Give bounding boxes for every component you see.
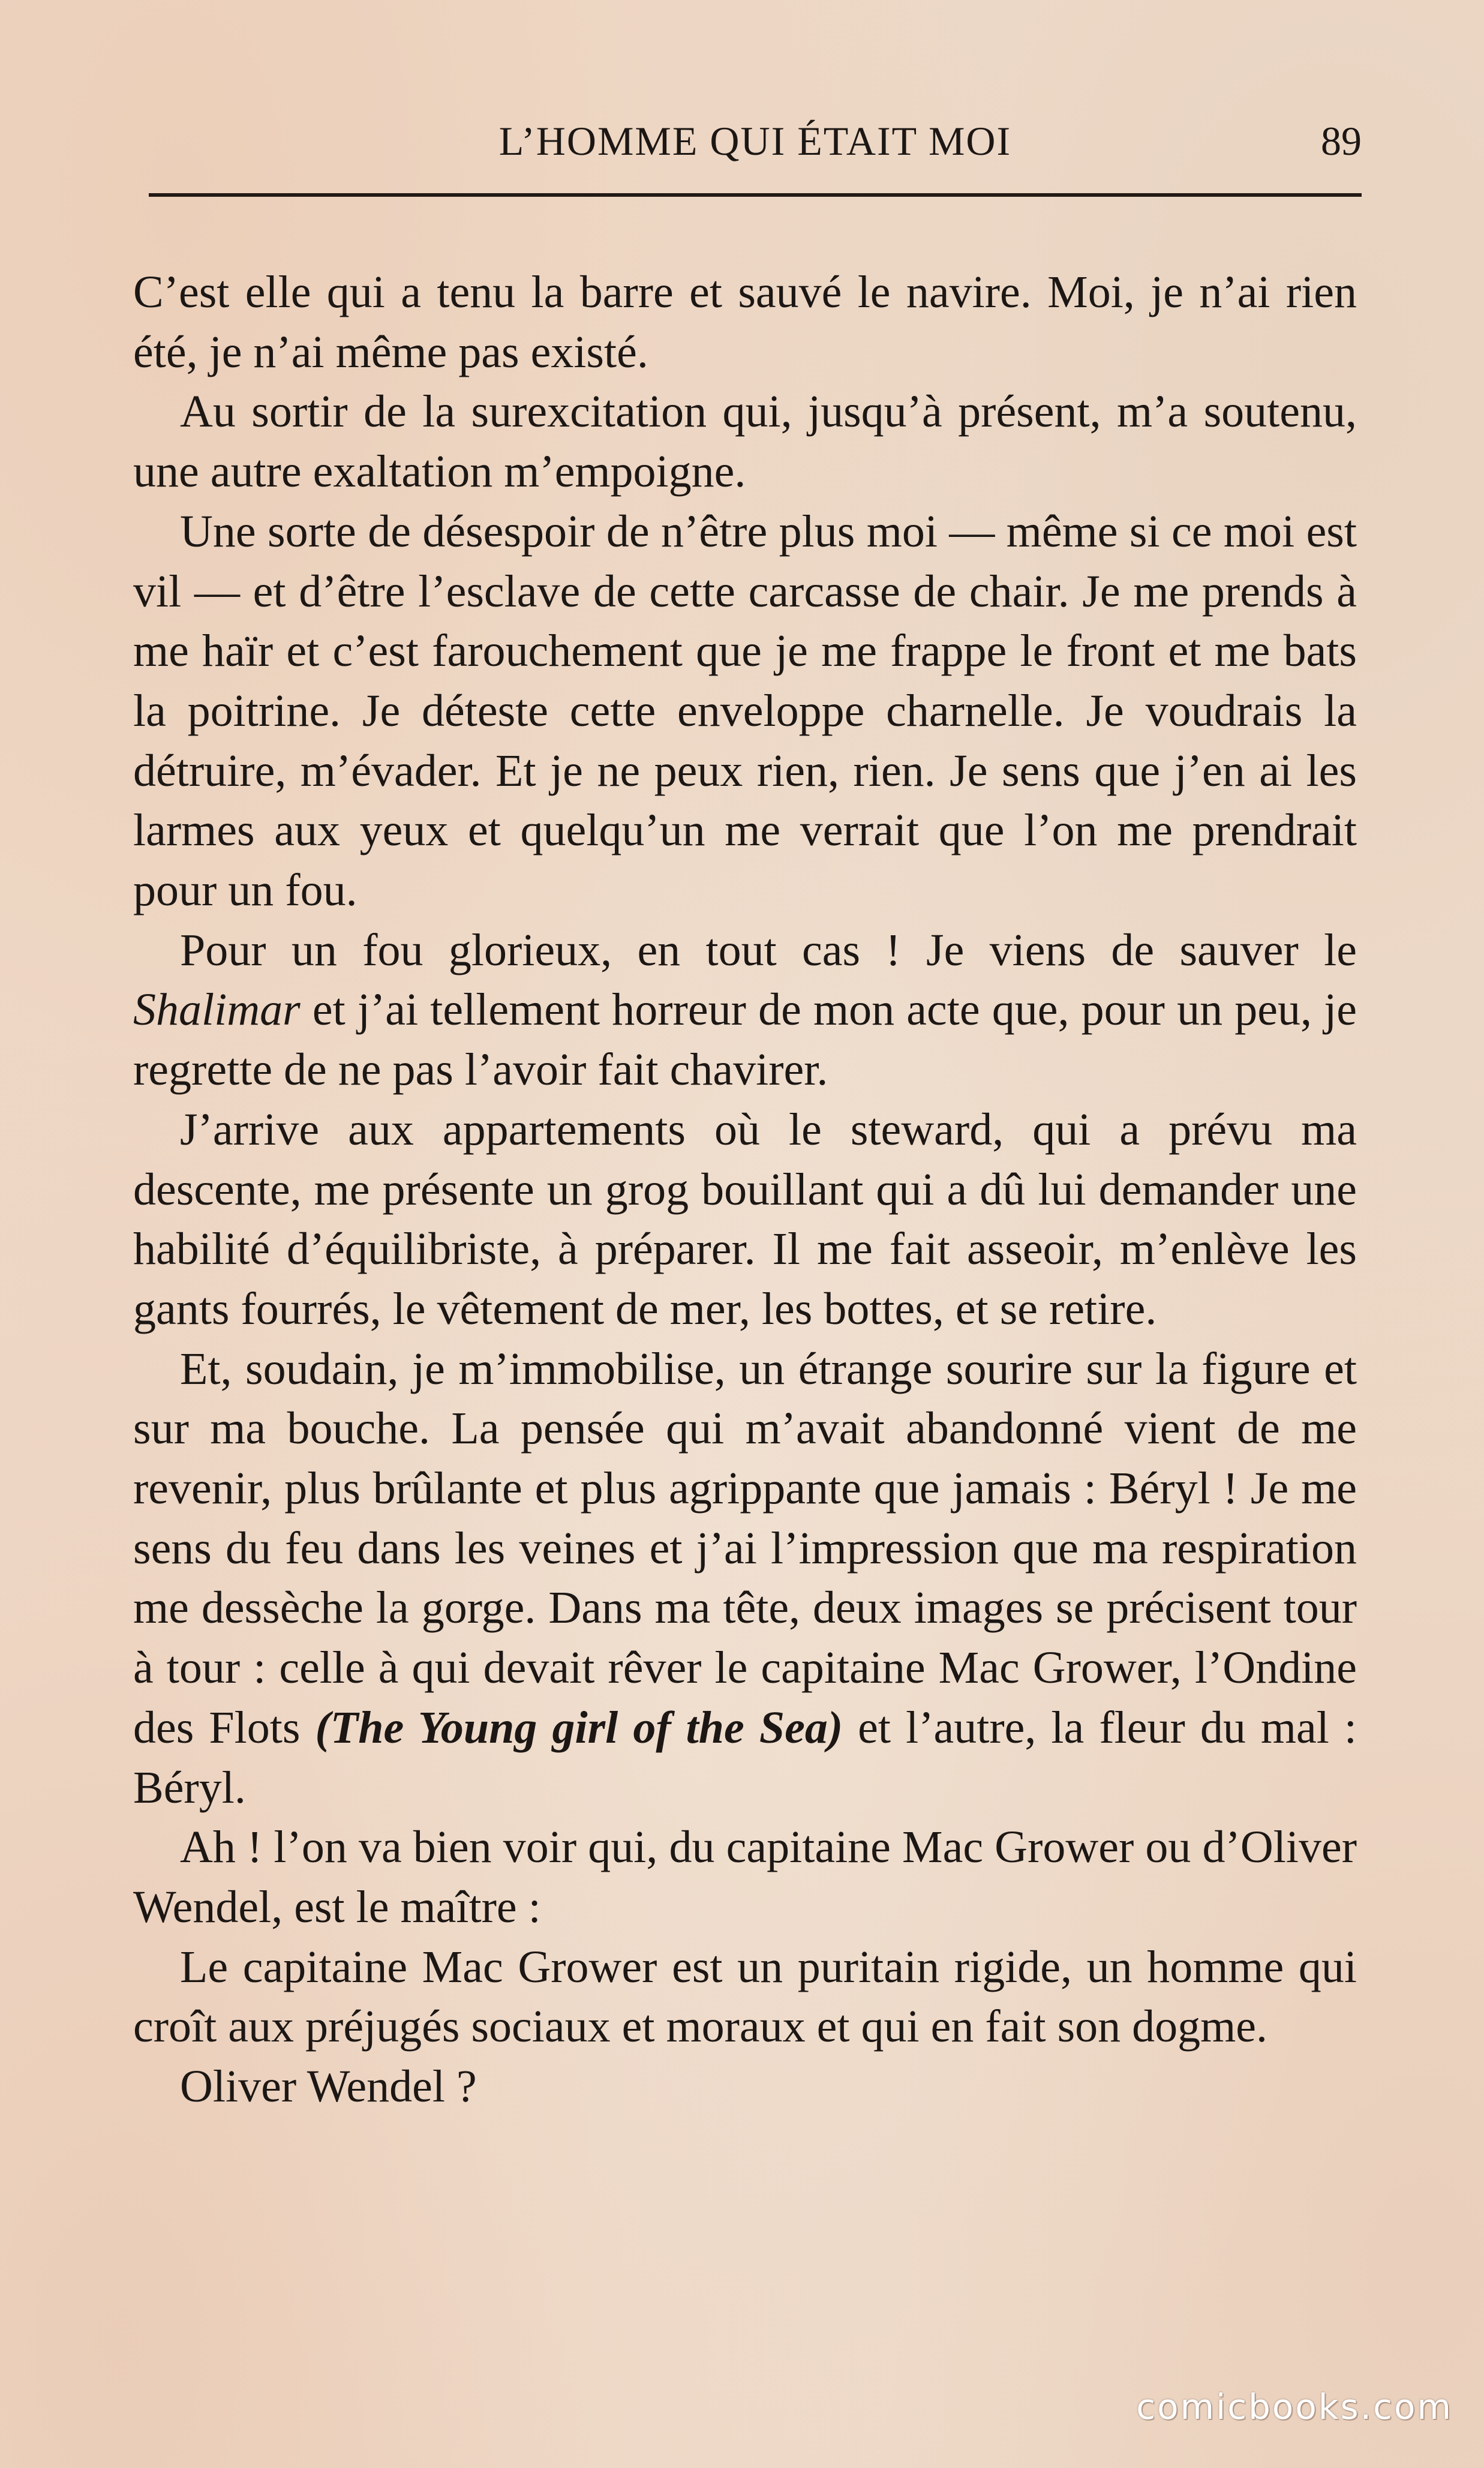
watermark: comicbooks.com — [1136, 2386, 1453, 2427]
running-title: L’HOMME QUI ÉTAIT MOI — [498, 118, 1012, 164]
paragraph — [133, 1340, 1357, 1818]
paragraph-text: et l’autre, la fleur du mal : Béryl. — [133, 1702, 1357, 1813]
paragraph: Au sortir de la surexcitation qui, jusqu’à présent, m’a soutenu, une autre exaltation m’empoigne. — [133, 386, 1357, 497]
running-header — [149, 114, 1362, 168]
page-number: 89 — [1321, 118, 1362, 164]
paragraph: Une sorte de désespoir de n’être plus moi — même si ce moi est vil — et d’être l’esclave de cette carcasse de chair. Je me prends à me haïr et c’est farouchement que je me frappe le front et me bats la poitrine. Je déteste cette enveloppe charnelle. Je voudrais la détruire, m’évader. Et je ne peux rien, rien. Je sens que j’en ai les larmes aux yeux et quelqu’un me verrait que l’on me prendrait pour un fou. — [133, 506, 1357, 916]
paragraph — [133, 921, 1357, 1100]
body-text — [133, 263, 1357, 2117]
paragraph: J’arrive aux appartements où le steward, qui a prévu ma descente, me présente un grog bouillant qui a dû lui demander une habilité d’équilibriste, à préparer. Il me fait asseoir, m’enlève les gants fourrés, le vêtement de mer, les bottes, et se retire. — [133, 1104, 1357, 1334]
ship-name-italic: Shalimar — [133, 984, 301, 1035]
english-title-italic: (The Young girl of the Sea) — [315, 1702, 843, 1753]
header-rule — [149, 193, 1362, 197]
paragraph: C’est elle qui a tenu la barre et sauvé le navire. Moi, je n’ai rien été, je n’ai même pas existé. — [133, 267, 1357, 377]
paragraph: Oliver Wendel ? — [180, 2061, 477, 2112]
paragraph: Le capitaine Mac Grower est un puritain rigide, un homme qui croît aux préjugés sociaux et moraux et qui en fait son dogme. — [133, 1941, 1357, 2052]
paragraph-text: Et, soudain, je m’immobilise, un étrange sourire sur la figure et sur ma bouche. La pensée qui m’avait abandonné vient de me revenir, plus brûlante et plus agrippante que jamais : Béryl ! Je me sens du feu dans les veines et j’ai l’impression que ma respiration me dessèche la gorge. Dans ma tête, deux images se précisent tour à tour : celle à qui devait rêver le capitaine Mac Grower, l’Ondine des Flots — [133, 1343, 1357, 1753]
paragraph: Ah ! l’on va bien voir qui, du capitaine Mac Grower ou d’Oliver Wendel, est le maître : — [133, 1822, 1357, 1932]
paragraph-text: et j’ai tellement horreur de mon acte que, pour un peu, je regrette de ne pas l’avoir fait chavirer. — [133, 984, 1357, 1095]
paragraph-text: Pour un fou glorieux, en tout cas ! Je viens de sauver le — [180, 924, 1357, 975]
